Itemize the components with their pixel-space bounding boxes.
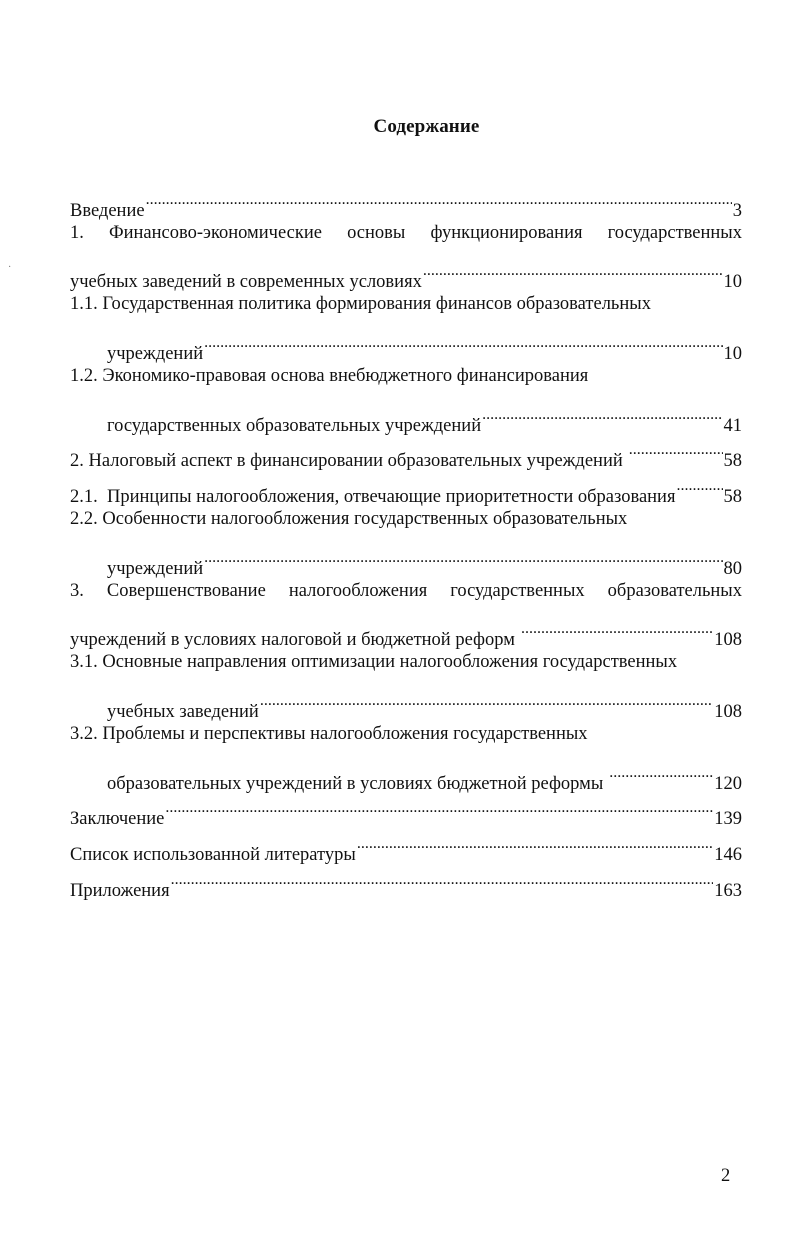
- toc-entry-page: 108: [714, 701, 742, 722]
- toc-entry-section-1-1-heading[interactable]: [70, 287, 742, 323]
- toc-entry-page: 10: [723, 272, 742, 293]
- toc-leader-dots: [146, 180, 732, 216]
- toc-leader-dots: [171, 860, 714, 896]
- toc-entry-section-3-1[interactable]: [70, 681, 742, 722]
- toc-leader-dots: [204, 538, 722, 574]
- toc-entry-chapter-1[interactable]: [70, 252, 742, 293]
- toc-entry-text: образовательных учреждений в условиях бюджетной реформы: [107, 773, 604, 794]
- toc-entry-section-1-2-heading[interactable]: [70, 359, 742, 395]
- toc-entry-text: 3.2. Проблемы и перспективы налогообложения государственных: [70, 723, 588, 744]
- toc-entry-section-1-2[interactable]: [70, 395, 742, 436]
- toc-entry-text: 2.1. Принципы налогообложения, отвечающие приоритетности образования: [70, 487, 676, 508]
- toc-leader-dots: [165, 789, 713, 825]
- toc-entry-chapter-1-heading[interactable]: 1. Финансово-экономические основы функционирования государственных: [70, 222, 742, 243]
- toc-entry-text: учебных заведений: [107, 701, 259, 722]
- page-number: 2: [721, 1166, 731, 1186]
- toc-entry-page: 163: [714, 880, 742, 901]
- toc-entry-page: 58: [723, 487, 742, 508]
- toc-entry-text: 2.2. Особенности налогообложения государственных образовательных: [70, 509, 628, 530]
- toc-leader-dots: [676, 466, 722, 502]
- toc-entry-references[interactable]: [70, 824, 742, 866]
- toc-entry-text: учреждений в условиях налоговой и бюджетной реформ: [70, 630, 515, 651]
- toc-entry-text: Введение: [70, 200, 145, 221]
- toc-leader-dots: [357, 824, 713, 860]
- toc-leader-dots: [629, 431, 723, 467]
- toc-entry-page: 41: [723, 415, 742, 436]
- toc-entry-text: 1.2. Экономико-правовая основа внебюджетного финансирования: [70, 365, 589, 386]
- toc-entry-text: 2. Налоговый аспект в финансировании образовательных учреждений: [70, 451, 623, 472]
- toc-entry-text: Заключение: [70, 809, 165, 830]
- page-title: Содержание: [373, 116, 480, 137]
- toc-entry-section-3-1-heading[interactable]: [70, 645, 742, 681]
- table-of-contents: [70, 180, 742, 901]
- toc-entry-text: 1.1. Государственная политика формирования финансов образовательных: [70, 294, 651, 315]
- toc-entry-conclusion[interactable]: [70, 789, 742, 830]
- toc-entry-section-3-2[interactable]: [70, 753, 742, 794]
- toc-entry-page: 80: [723, 558, 742, 579]
- toc-entry-page: 139: [714, 809, 742, 830]
- toc-entry-text: учреждений: [107, 558, 204, 579]
- toc-entry-page: 3: [732, 200, 742, 221]
- toc-entry-introduction[interactable]: [70, 180, 742, 221]
- toc-entry-page: 146: [714, 845, 742, 866]
- toc-entry-page: 58: [723, 451, 742, 472]
- toc-entry-text: государственных образовательных учреждений: [107, 415, 482, 436]
- toc-entry-chapter-3-heading[interactable]: 3. Совершенствование налогообложения государственных образовательных: [70, 580, 742, 601]
- toc-entry-text: 3.1. Основные направления оптимизации налогообложения государственных: [70, 652, 678, 673]
- toc-entry-section-1-1[interactable]: [70, 323, 742, 364]
- toc-entry-section-3-2-heading[interactable]: [70, 717, 742, 753]
- toc-entry-text: Список использованной литературы: [70, 845, 356, 866]
- toc-leader-dots: [423, 252, 723, 288]
- toc-leader-dots: [521, 610, 713, 646]
- toc-leader-dots: [204, 323, 722, 359]
- toc-entry-chapter-3[interactable]: [70, 610, 742, 651]
- toc-entry-text: учреждений: [107, 343, 204, 364]
- toc-entry-page: 108: [714, 630, 742, 651]
- toc-entry-page: 10: [723, 343, 742, 364]
- toc-entry-appendices[interactable]: [70, 860, 742, 901]
- scan-mark: ·: [8, 262, 12, 273]
- toc-entry-text: учебных заведений в современных условиях: [70, 272, 422, 293]
- toc-entry-text: Приложения: [70, 880, 170, 901]
- toc-leader-dots: [482, 395, 722, 431]
- toc-entry-page: 120: [714, 773, 742, 794]
- toc-entry-section-2-2[interactable]: [70, 538, 742, 579]
- toc-leader-dots: [609, 753, 713, 789]
- toc-leader-dots: [260, 681, 713, 717]
